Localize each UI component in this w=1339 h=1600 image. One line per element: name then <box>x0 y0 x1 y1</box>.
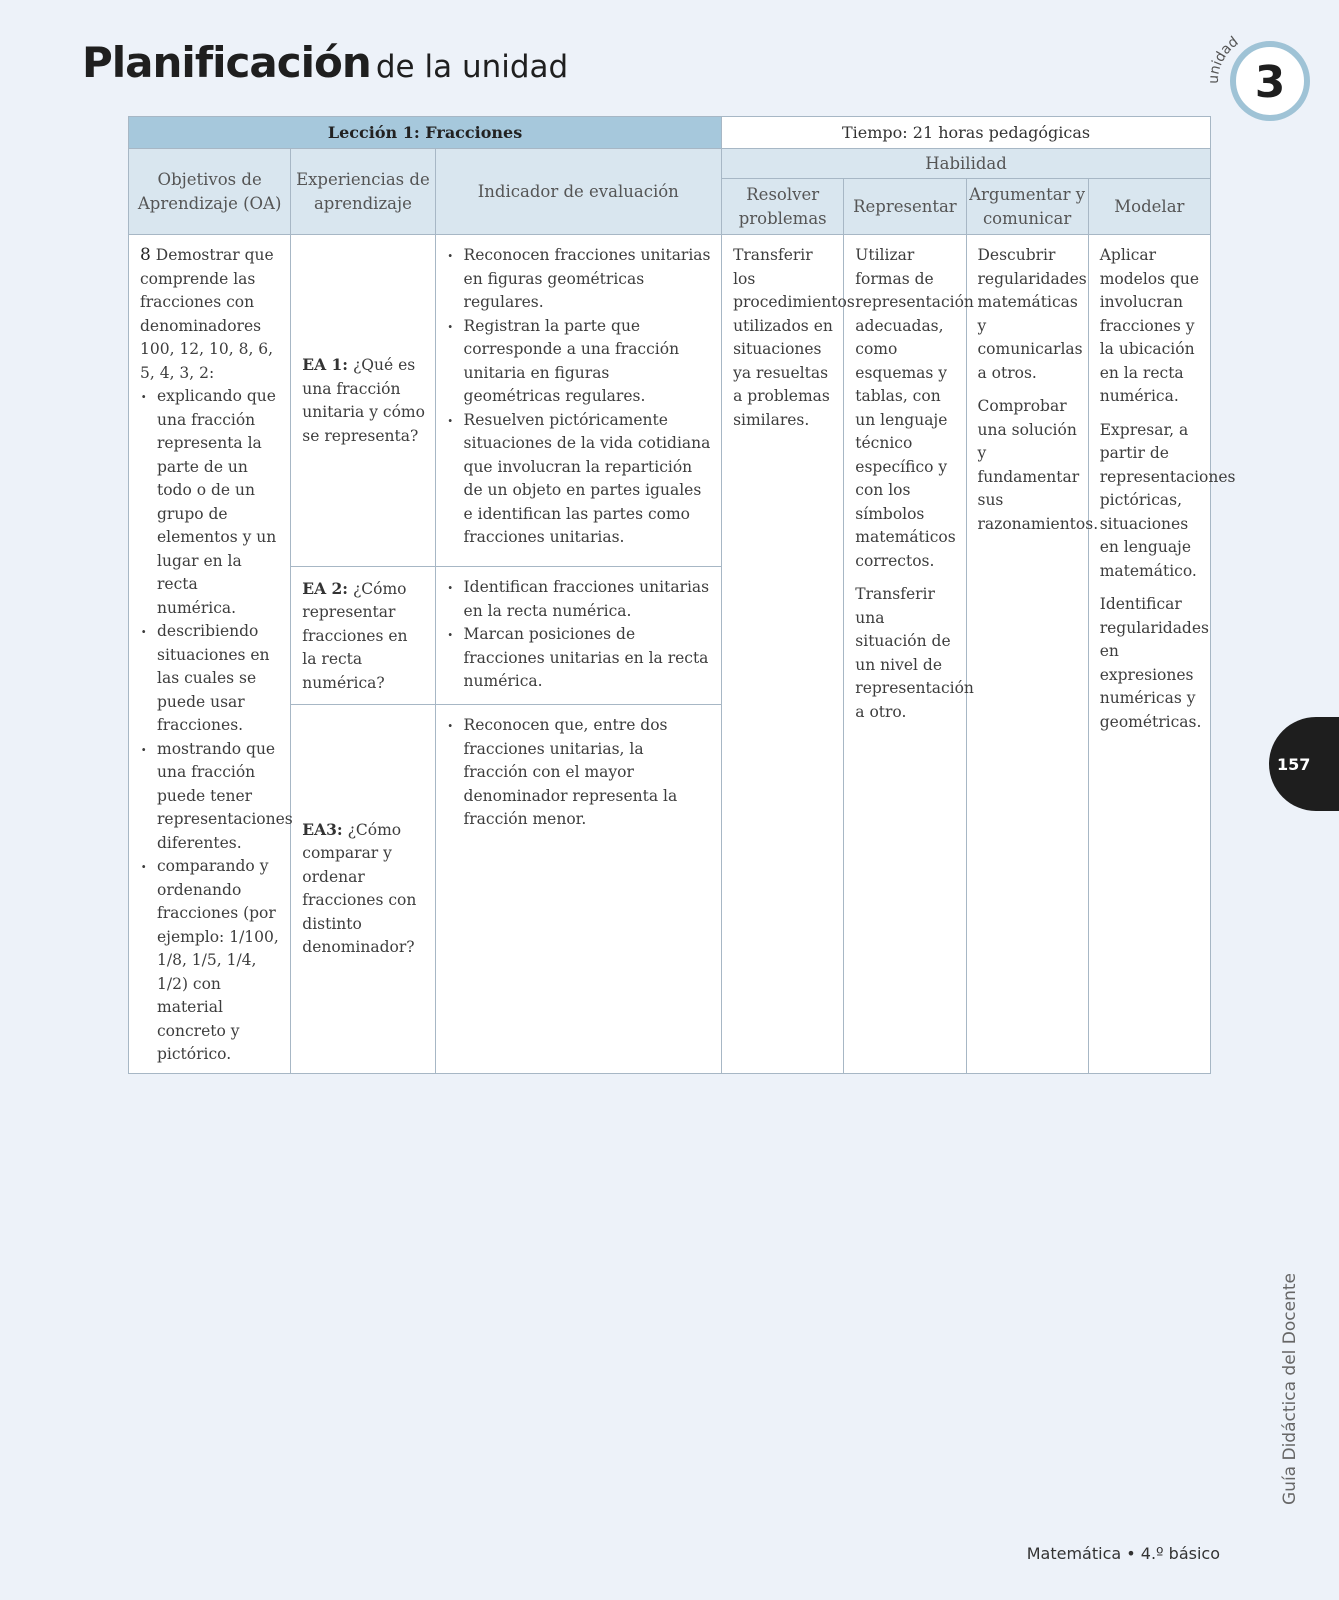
oa-intro: Demostrar que comprende las fracciones con denominadores 100, 12, 10, 8, 6, 5, 4, 3, 2: <box>140 246 274 382</box>
page-number: 157 <box>1277 754 1311 774</box>
oa-column-header: Objetivos de Aprendizaje (OA) <box>129 149 291 235</box>
side-label: Guía Didáctica del Docente <box>1280 1273 1300 1505</box>
argumentar-cell <box>966 235 1099 1074</box>
representar-text: Transferir una situación de un nivel de representación a otro. <box>855 585 974 721</box>
indicator-item: · Resuelven pictóricamente situaciones de la vida cotidiana que involucran la repartición de un objeto en partes iguales e identifican las partes como fracciones unitarias. <box>447 409 712 550</box>
page-title <box>82 38 568 87</box>
resolver-text: Transferir los procedimientos utilizados en situaciones ya resueltas a problemas similares. <box>733 246 855 429</box>
ea3-cell <box>291 705 435 1073</box>
oa-bullet: · explicando que una fracción representa la parte de un todo o de un grupo de elementos y un lugar en la recta numérica. <box>140 385 280 620</box>
oa-bullet: · comparando y ordenando fracciones (por ejemplo: 1/100, 1/8, 1/5, 1/4, 1/2) con material concreto y pictórico. <box>140 855 280 1067</box>
argumentar-header: Argumentar y comunicar <box>966 179 1088 235</box>
indicator-item: · Reconocen fracciones unitarias en figuras geométricas regulares. <box>447 244 712 315</box>
representar-cell <box>844 235 974 1074</box>
ea2-text: ¿Cómo representar fracciones en la recta numérica? <box>302 579 408 692</box>
indicator-2-cell <box>435 567 722 705</box>
modelar-text: Expresar, a partir de representaciones pictóricas, situaciones en lenguaje matemático. <box>1099 420 1236 580</box>
argumentar-text: Comprobar una solución y fundamentar sus razonamientos. <box>977 397 1099 533</box>
indicator-3-cell <box>435 705 722 1073</box>
planning-table <box>128 116 1236 1074</box>
modelar-cell <box>1088 235 1236 1074</box>
page-title-strong: Planificación <box>82 38 371 87</box>
resolver-cell <box>722 235 855 1074</box>
page-number-tab <box>1269 717 1339 811</box>
indicator-item: · Registran la parte que corresponde a una fracción unitaria en figuras geométricas regulares. <box>447 315 712 409</box>
indicator-column-header: Indicador de evaluación <box>435 149 722 235</box>
unit-number: 3 <box>1254 57 1286 108</box>
ea1-text: ¿Qué es una fracción unitaria y cómo se representa? <box>302 356 425 445</box>
modelar-header: Modelar <box>1088 179 1210 235</box>
page-title-light: de la unidad <box>375 49 569 85</box>
ea2-cell <box>291 567 435 705</box>
oa-cell <box>129 235 291 1074</box>
oa-bullet: · mostrando que una fracción puede tener representaciones diferentes. <box>140 738 280 856</box>
argumentar-text: Descubrir regularidades matemáticas y comunicarlas a otros. <box>977 246 1087 382</box>
footer: Matemática • 4.º básico <box>1026 1544 1220 1563</box>
ea1-cell <box>291 235 435 567</box>
ea3-label: EA3: <box>302 819 343 839</box>
modelar-text: Identificar regularidades en expresiones numéricas y geométricas. <box>1099 595 1209 731</box>
ea3-text: ¿Cómo comparar y ordenar fracciones con distinto denominador? <box>302 820 417 957</box>
unit-badge <box>1204 24 1312 124</box>
unit-word: unidad <box>1205 33 1242 85</box>
ea-column-header: Experiencias de aprendizaje <box>291 149 435 235</box>
resolver-header: Resolver problemas <box>722 179 844 235</box>
indicator-item: · Identifican fracciones unitarias en la recta numérica. <box>447 576 712 623</box>
indicator-1-cell <box>435 235 722 567</box>
lesson-header: Lección 1: Fracciones <box>129 117 722 149</box>
representar-text: Utilizar formas de representación adecuadas, como esquemas y tablas, con un lenguaje técnico específico y con los símbolos matemáticos correctos. <box>855 246 974 570</box>
ea1-label: EA 1: <box>302 355 349 375</box>
indicator-item: · Reconocen que, entre dos fracciones unitarias, la fracción con el mayor denominador representa la fracción menor. <box>447 714 712 832</box>
modelar-text: Aplicar modelos que involucran fracciones y la ubicación en la recta numérica. <box>1099 246 1200 405</box>
oa-bullet: · describiendo situaciones en las cuales se puede usar fracciones. <box>140 620 280 738</box>
oa-bullets <box>140 385 293 1067</box>
representar-header: Representar <box>844 179 966 235</box>
indicator-item: · Marcan posiciones de fracciones unitarias en la recta numérica. <box>447 623 712 694</box>
time-header: Tiempo: 21 horas pedagógicas <box>722 117 1211 149</box>
ea2-label: EA 2: <box>302 578 349 598</box>
habilidad-header: Habilidad <box>722 149 1211 179</box>
oa-number: 8 <box>140 245 151 265</box>
